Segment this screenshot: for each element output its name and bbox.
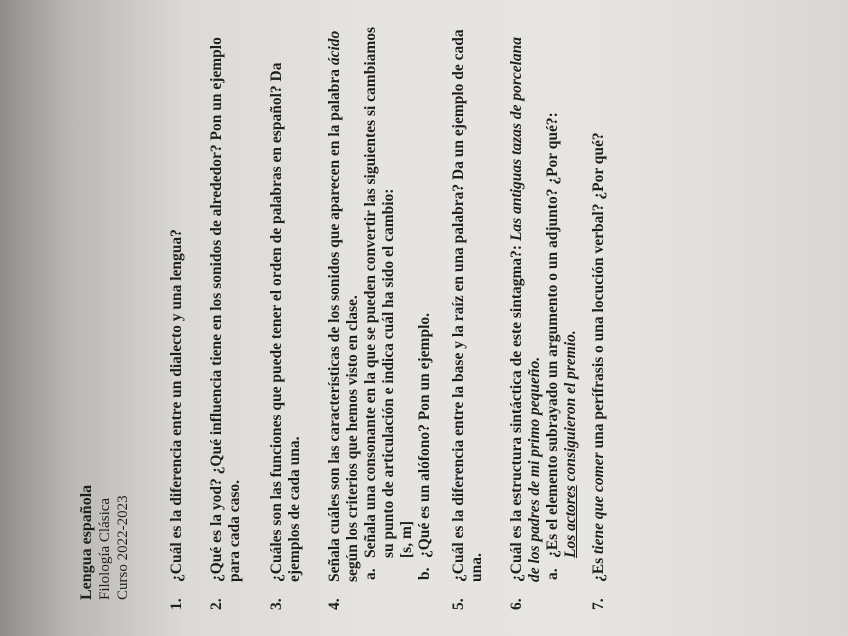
question-6a: a. ¿Es el elemento subrayado un argumento o un adjunto? ¿Por qué?: Los actores consiguieron el premio. [544,20,580,558]
subquestion-text: ¿Es el elemento subrayado un argumento o un adjunto? ¿Por qué?: [544,112,561,558]
question-7 [590,20,608,610]
question-text: ¿Cuál es la diferencia entre un dialecto y una lengua? [168,229,185,582]
question-text: ¿Cuál es la diferencia entre la base y la raíz en una palabra? Da un ejemplo de cada una. [450,29,485,582]
question-text: ¿Es tiene que comer una perífrasis o una locución verbal? ¿Por qué? [590,132,607,582]
question-3 [268,20,304,610]
exam-page [78,20,638,620]
course-title: Lengua española [78,484,95,600]
question-text: Señala cuáles son las características de los sonidos que aparecen en la palabra ácido según los criterios que hemos visto en clase. [326,30,361,582]
question-4a: a. Señala una consonante en la que se pueden convertir las siguientes si cambiamos su punto de articulación e indica cuál ha sido el cambio: [s, m] [362,20,416,558]
underlined-element: Los actores [562,485,579,558]
question-number: 6. [508,598,525,610]
header [78,485,132,600]
question-text: ¿Cuáles son las funciones que puede tener el orden de palabras en español? Da ejemplos de cada una. [268,62,303,582]
question-text: ¿Cuál es la estructura sintáctica de este sintagma?: Las antiguas tazas de porcelana de los padres de mi primo pequeño. [508,36,543,582]
question-number: 5. [450,598,467,610]
question-1 [168,20,186,610]
question-4 [326,20,434,610]
question-number: 7. [590,598,607,610]
question-number: 2. [208,598,225,610]
subquestion-text: ¿Qué es un alófono? Pon un ejemplo. [416,312,433,558]
question-text: ¿Qué es la yod? ¿Qué influencia tiene en los sonidos de alrededor? Pon un ejemplo para cada caso. [208,37,243,582]
subquestion-text: Señala una consonante en la que se pueden convertir las siguientes si cambiamos su punto de articulación e indica cuál ha sido el cambio: [362,26,397,558]
degree-name: Filología Clásica [97,497,113,600]
question-5 [450,20,486,610]
question-4b: b. ¿Qué es un alófono? Pon un ejemplo. [416,20,434,558]
question-2 [208,20,244,610]
question-number: 3. [268,598,285,610]
question-6 [508,20,580,610]
phoneme-list: [s, m] [398,520,415,558]
course-year: Curso 2022-2023 [115,495,131,600]
example-sentence: Los actores consiguieron el premio. [562,330,579,558]
question-number: 4. [326,598,343,610]
question-number: 1. [168,598,185,610]
